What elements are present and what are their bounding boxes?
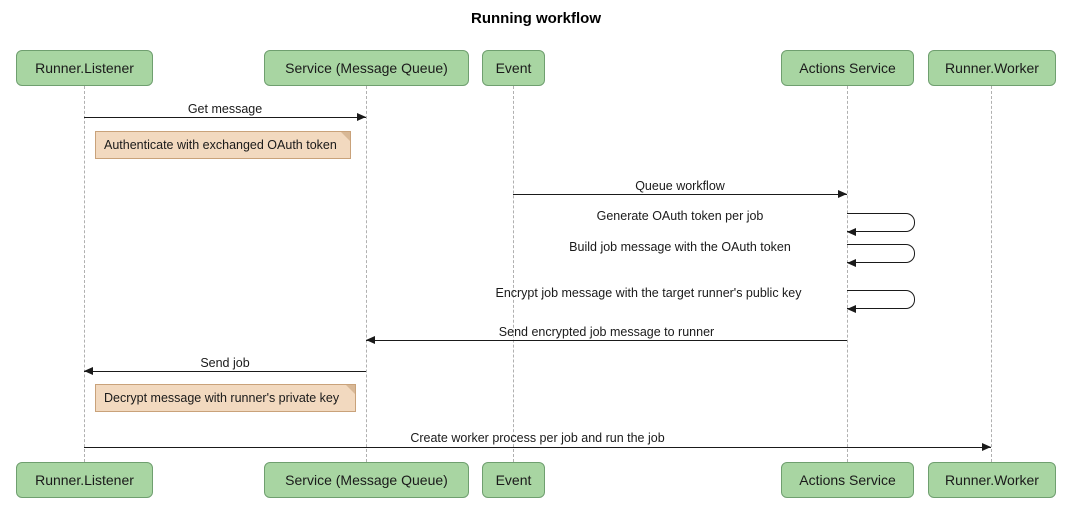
actor-listener-bottom[interactable]: Runner.Listener — [16, 462, 153, 498]
message-label-create-worker: Create worker process per job and run the job — [410, 431, 665, 445]
note-fold-icon — [341, 132, 350, 141]
message-line-queue-workflow — [513, 194, 847, 195]
note-decrypt — [95, 384, 356, 412]
actor-service-bottom[interactable]: Service (Message Queue) — [264, 462, 469, 498]
lifeline-service — [366, 86, 367, 462]
actor-event-bottom[interactable]: Event — [482, 462, 545, 498]
actor-worker-bottom[interactable]: Runner.Worker — [928, 462, 1056, 498]
arrow-head-send-job — [84, 367, 93, 375]
note-authenticate-label: Authenticate with exchanged OAuth token — [104, 138, 337, 152]
actor-actions-bottom[interactable]: Actions Service — [781, 462, 914, 498]
self-loop-generate-token — [847, 213, 915, 232]
message-line-send-job — [84, 371, 366, 372]
arrow-head-send-encrypted — [366, 336, 375, 344]
message-label-generate-token: Generate OAuth token per job — [596, 209, 764, 223]
note-decrypt-label: Decrypt message with runner's private key — [104, 391, 340, 405]
actor-listener-top[interactable]: Runner.Listener — [16, 50, 153, 86]
actor-event-top[interactable]: Event — [482, 50, 545, 86]
self-loop-encrypt-job-message — [847, 290, 915, 309]
message-label-queue-workflow: Queue workflow — [635, 179, 725, 193]
lifeline-actions — [847, 86, 848, 462]
arrow-head-create-worker — [982, 443, 991, 451]
diagram-title: Running workflow — [471, 10, 601, 27]
message-line-create-worker — [84, 447, 991, 448]
arrow-head-get-message — [357, 113, 366, 121]
actor-service-top[interactable]: Service (Message Queue) — [264, 50, 469, 86]
arrow-head-queue-workflow — [838, 190, 847, 198]
message-label-send-job: Send job — [200, 356, 250, 370]
lifeline-worker — [991, 86, 992, 462]
note-fold-icon — [346, 385, 355, 394]
message-label-encrypt-job-message: Encrypt job message with the target runner's public key — [495, 286, 802, 300]
actor-worker-top[interactable]: Runner.Worker — [928, 50, 1056, 86]
lifeline-event — [513, 86, 514, 462]
arrow-head-generate-token — [847, 228, 856, 236]
note-authenticate — [95, 131, 351, 159]
message-label-build-job-message: Build job message with the OAuth token — [569, 240, 791, 254]
message-line-get-message — [84, 117, 366, 118]
actor-actions-top[interactable]: Actions Service — [781, 50, 914, 86]
message-line-send-encrypted — [366, 340, 847, 341]
arrow-head-encrypt-job-message — [847, 305, 856, 313]
message-label-send-encrypted: Send encrypted job message to runner — [498, 325, 715, 339]
message-label-get-message: Get message — [187, 102, 263, 116]
arrow-head-build-job-message — [847, 259, 856, 267]
self-loop-build-job-message — [847, 244, 915, 263]
lifeline-listener — [84, 86, 85, 462]
